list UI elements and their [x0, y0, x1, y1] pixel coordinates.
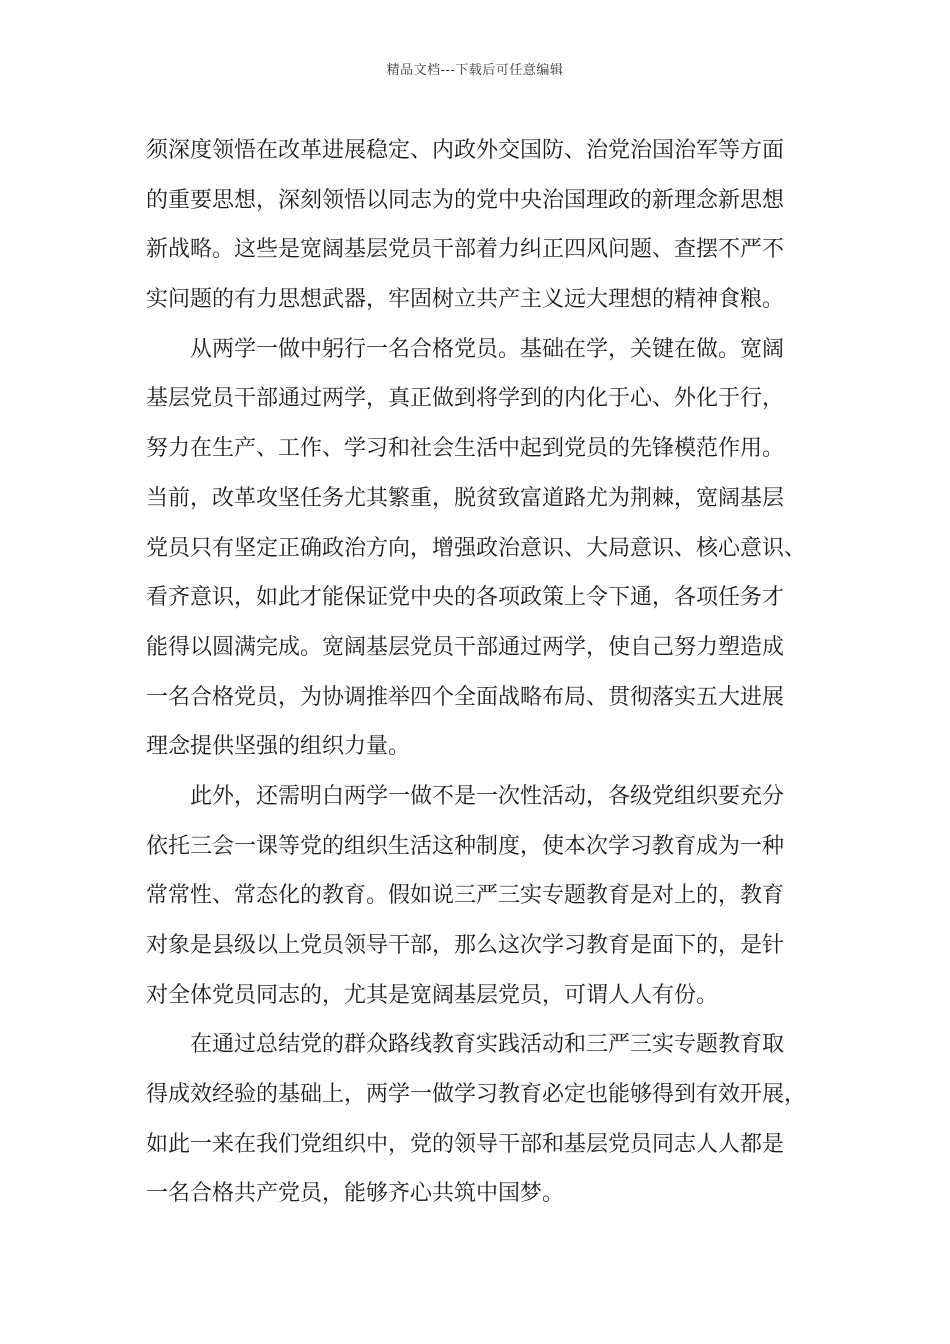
- text-line: 努力在生产、工作、学习和社会生活中起到党员的先锋模范作用。: [146, 436, 785, 462]
- text-line: 新战略。这些是宽阔基层党员干部着力纠正四风问题、查摆不严不: [146, 237, 785, 263]
- text-line: 对象是县级以上党员领导干部，那么这次学习教育是面下的，是针: [146, 933, 785, 958]
- text-line: 一名合格共产党员，能够齐心共筑中国梦。: [146, 1181, 565, 1207]
- text-line: 当前，改革攻坚任务尤其繁重，脱贫致富道路尤为荆棘，宽阔基层: [146, 485, 785, 511]
- text-line: 对全体党员同志的，尤其是宽阔基层党员，可谓人人有份。: [146, 982, 719, 1008]
- text-line: 如此一来在我们党组织中，党的领导干部和基层党员同志人人都是: [146, 1131, 785, 1157]
- paragraph-start-line: 从两学一做中躬行一名合格党员。基础在学，关键在做。宽阔: [190, 336, 785, 362]
- text-line: 一名合格党员，为协调推举四个全面战略布局、贯彻落实五大进展: [146, 684, 785, 710]
- text-line: 实问题的有力思想武器，牢固树立共产主义远大理想的精神食粮。: [146, 287, 785, 313]
- text-line: 得成效经验的基础上，两学一做学习教育必定也能够得到有效开展，: [146, 1082, 807, 1108]
- text-line: 看齐意识，如此才能保证党中央的各项政策上令下通，各项任务才: [146, 585, 785, 611]
- text-line: 依托三会一课等党的组织生活这种制度，使本次学习教育成为一种: [146, 833, 785, 859]
- text-line: 的重要思想，深刻领悟以同志为的党中央治国理政的新理念新思想: [146, 187, 785, 213]
- page-header: 精品文档---下载后可任意编辑: [386, 63, 564, 78]
- paragraph-start-line: 在通过总结党的群众路线教育实践活动和三严三实专题教育取: [190, 1032, 785, 1058]
- text-line: 须深度领悟在改革进展稳定、内政外交国防、治党治国治军等方面: [146, 138, 785, 163]
- text-line: 党员只有坚定正确政治方向，增强政治意识、大局意识、核心意识、: [146, 535, 807, 561]
- text-line: 能得以圆满完成。宽阔基层党员干部通过两学，使自己努力塑造成: [146, 634, 785, 660]
- document-body: [146, 126, 810, 1219]
- text-line: 基层党员干部通过两学，真正做到将学到的内化于心、外化于行，: [146, 386, 785, 412]
- paragraph-start-line: 此外，还需明白两学一做不是一次性活动，各级党组织要充分: [190, 783, 785, 809]
- text-line: 常常性、常态化的教育。假如说三严三实专题教育是对上的，教育: [146, 883, 785, 909]
- text-line: 理念提供坚强的组织力量。: [146, 734, 411, 760]
